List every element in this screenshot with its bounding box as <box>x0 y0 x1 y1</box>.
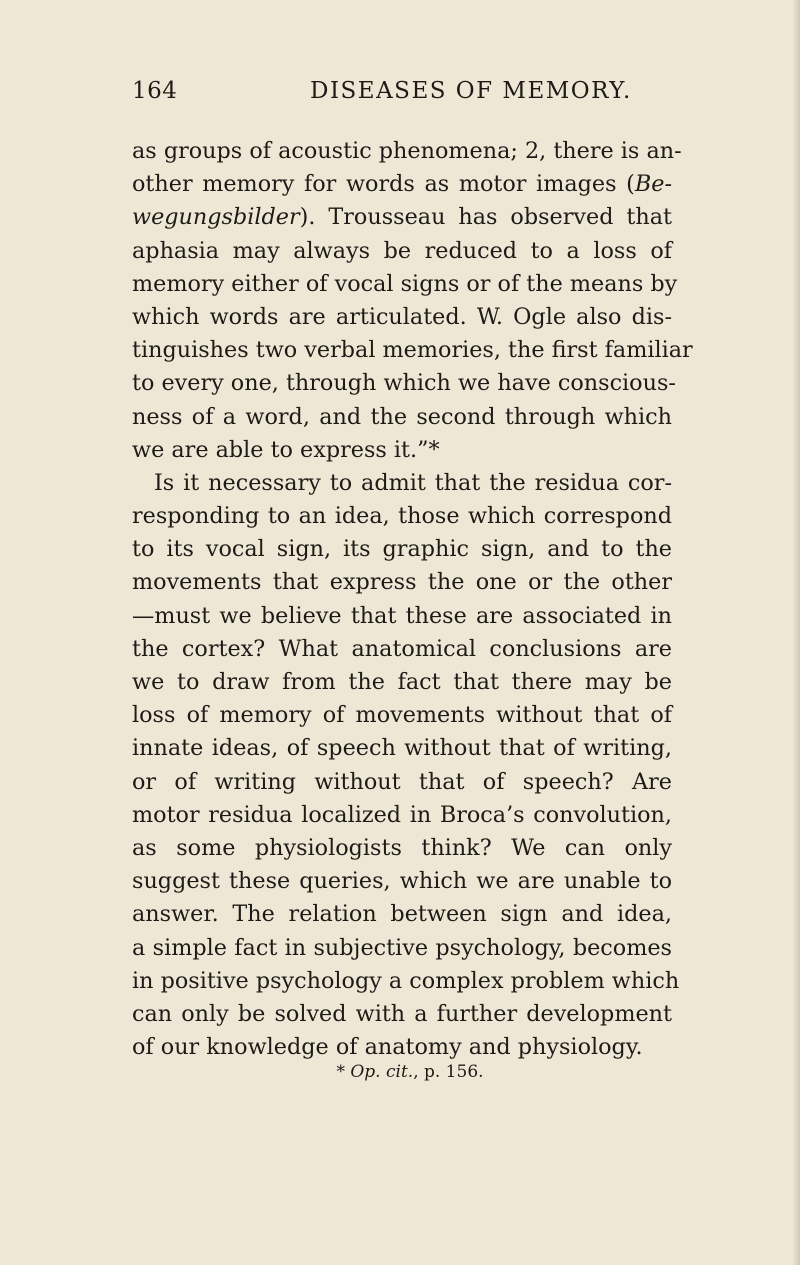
text-line: of our knowledge of anatomy and physiology. <box>132 1034 643 1061</box>
italic-term: Be- <box>634 171 672 198</box>
text-line: suggest these queries, which we are unable to <box>132 868 672 895</box>
text-line: as groups of acoustic phenomena; 2, there is an- <box>132 138 682 164</box>
text-line-part: other memory for words as motor images ( <box>132 171 635 198</box>
text-line: in positive psychology a complex problem which <box>132 967 680 994</box>
text-line: ness of a word, and the second through which <box>132 403 672 430</box>
text-line: a simple fact in subjective psychology, becomes <box>132 934 672 961</box>
footnote-page: , p. 156. <box>413 1062 484 1082</box>
text-line: tinguishes two verbal memories, the first familiar <box>132 337 693 364</box>
text-line <box>132 168 672 201</box>
running-head <box>132 78 672 110</box>
text-line: the cortex? What anatomical conclusions are <box>132 635 672 662</box>
text-line: which words are articulated. W. Ogle also dis- <box>132 303 672 330</box>
page-number: 164 <box>132 78 178 104</box>
footnote-marker: * <box>336 1062 351 1082</box>
text-line: —must we believe that these are associated in <box>132 602 672 629</box>
text-line: movements that express the one or the other <box>132 569 672 596</box>
text-line: aphasia may always be reduced to a loss of <box>132 237 672 264</box>
text-line: loss of memory of movements without that of <box>132 702 672 729</box>
text-line: or of writing without that of speech? Are <box>132 768 672 795</box>
italic-term: wegungsbilder <box>132 204 300 231</box>
text-line: to its vocal sign, its graphic sign, and to the <box>132 536 672 563</box>
page-edge-shadow <box>792 0 800 1265</box>
text-line: as some physiologists think? We can only <box>132 834 672 861</box>
running-title: DISEASES OF MEMORY. <box>310 78 632 104</box>
text-line: answer. The relation between sign and idea, <box>132 901 672 928</box>
text-line: innate ideas, of speech without that of writing, <box>132 735 672 762</box>
body-text <box>132 135 693 1064</box>
text-line: we to draw from the fact that there may be <box>132 669 672 695</box>
text-line: memory either of vocal signs or of the means by <box>132 270 678 297</box>
text-line: we are able to express it.”* <box>132 436 440 463</box>
text-line: Is it necessary to admit that the residua cor- <box>154 469 672 496</box>
text-line <box>132 201 672 234</box>
text-line: to every one, through which we have conscious- <box>132 370 676 397</box>
footnote <box>0 1062 800 1082</box>
text-line: can only be solved with a further development <box>132 1000 672 1027</box>
footnote-citation: Op. cit. <box>350 1062 414 1082</box>
text-line: motor residua localized in Broca’s convolution, <box>132 801 672 828</box>
text-line-part: ). Trousseau has observed that <box>299 204 672 231</box>
text-line: responding to an idea, those which correspond <box>132 503 672 530</box>
